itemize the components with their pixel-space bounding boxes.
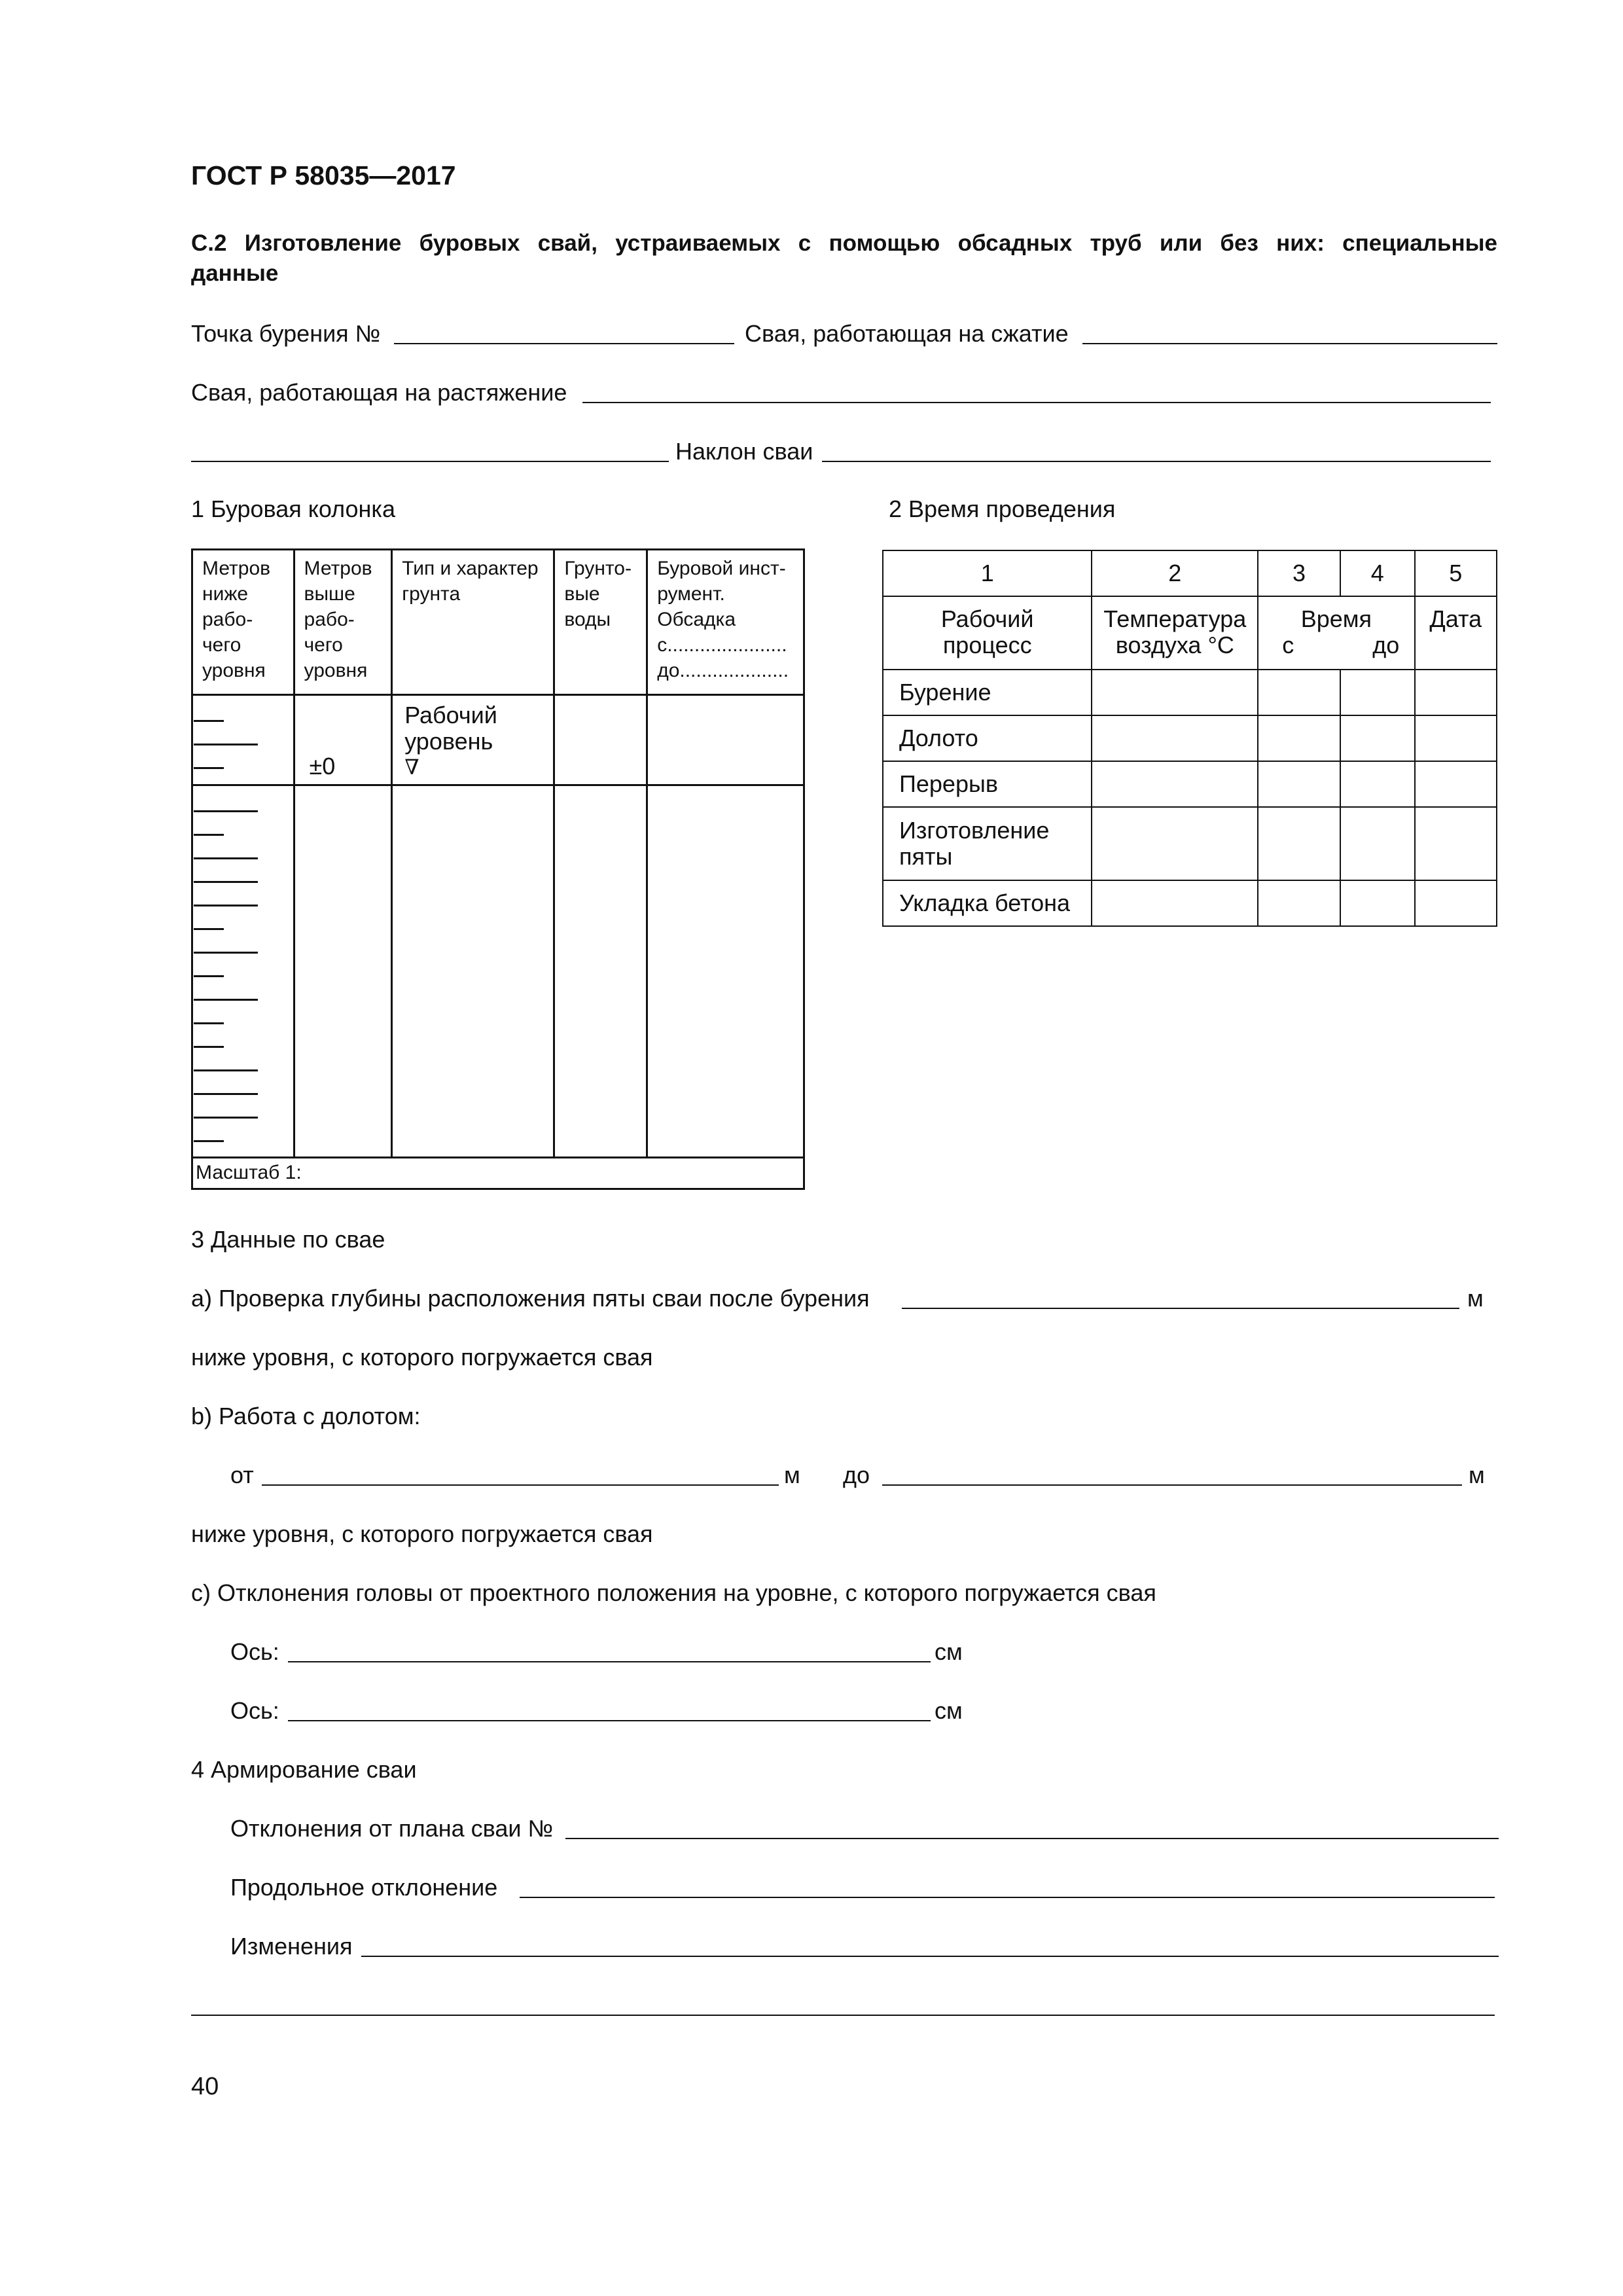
temp-cell[interactable] <box>1092 670 1258 715</box>
work-level-symbol: ∇ <box>404 755 419 780</box>
compression-pile-label: Свая, работающая на сжатие <box>745 320 1069 347</box>
depth-tick <box>194 1046 224 1048</box>
time-from-cell[interactable] <box>1258 761 1340 807</box>
process-row-label: Укладка бетона <box>883 880 1092 926</box>
axis-label: Ось: <box>230 1638 279 1665</box>
below-level-note: ниже уровня, с которого погружается свая <box>191 1344 653 1371</box>
plan-deviation-field[interactable] <box>565 1838 1499 1839</box>
longitudinal-deviation-field[interactable] <box>520 1897 1495 1898</box>
temp-cell[interactable] <box>1092 880 1258 926</box>
page-number: 40 <box>191 2073 219 2100</box>
below-level-scale-cell[interactable] <box>192 785 294 1158</box>
work-level-label: Рабочий уровень <box>404 702 497 755</box>
pile-inclination-label: Наклон сваи <box>675 438 813 465</box>
chisel-from-field[interactable] <box>262 1484 779 1486</box>
blank-field[interactable] <box>191 461 669 462</box>
changes-label: Изменения <box>230 1933 353 1960</box>
time-to-cell[interactable] <box>1340 761 1415 807</box>
header-meters-below: Метров ниже рабо-чего уровня <box>192 550 294 695</box>
time-subheads <box>1258 632 1414 658</box>
groundwater-cell[interactable] <box>554 695 647 785</box>
date-cell[interactable] <box>1415 880 1497 926</box>
chisel-work-label: b) Работа с долотом: <box>191 1403 421 1429</box>
header-meters-above: Метров выше рабо-чего уровня <box>294 550 392 695</box>
tension-pile-field[interactable] <box>582 402 1491 403</box>
col-number: 1 <box>883 550 1092 596</box>
col-number: 5 <box>1415 550 1497 596</box>
col-process-header: Рабочий процесс <box>883 596 1092 670</box>
time-from-cell[interactable] <box>1258 715 1340 761</box>
casing-from: с...................... <box>657 634 787 656</box>
temp-cell[interactable] <box>1092 807 1258 880</box>
depth-tick <box>194 952 258 954</box>
soil-type-cell[interactable] <box>392 695 554 785</box>
axis-2-field[interactable] <box>288 1720 931 1721</box>
depth-tick <box>194 834 224 836</box>
drilling-tool-cell[interactable] <box>647 695 804 785</box>
drilling-tool-label: Буровой инст-румент. Обсадка <box>657 558 786 630</box>
section3-title: 3 Данные по свае <box>191 1226 385 1253</box>
groundwater-scale-cell[interactable] <box>554 785 647 1158</box>
process-row-label: Долото <box>883 715 1092 761</box>
soil-type-scale-cell[interactable] <box>392 785 554 1158</box>
process-row-label: Перерыв <box>883 761 1092 807</box>
date-cell[interactable] <box>1415 670 1497 715</box>
unit-m: м <box>784 1462 800 1488</box>
drilling-column-table <box>191 548 805 1190</box>
depth-tick <box>194 810 258 812</box>
temp-cell[interactable] <box>1092 715 1258 761</box>
plan-deviation-label: Отклонения от плана сваи № <box>230 1815 554 1842</box>
time-table <box>882 550 1497 927</box>
below-level-cell[interactable] <box>192 695 294 785</box>
compression-pile-field[interactable] <box>1082 343 1497 344</box>
depth-tick <box>194 720 224 722</box>
depth-tick <box>194 767 224 769</box>
axis-1-field[interactable] <box>288 1661 931 1662</box>
depth-check-field[interactable] <box>902 1308 1459 1309</box>
chisel-to-field[interactable] <box>882 1484 1462 1486</box>
changes-field-line-2[interactable] <box>191 2015 1495 2016</box>
time-to-cell[interactable] <box>1340 880 1415 926</box>
time-to-cell[interactable] <box>1340 715 1415 761</box>
depth-tick <box>194 928 224 930</box>
process-row-label: Бурение <box>883 670 1092 715</box>
tension-pile-label: Свая, работающая на растяжение <box>191 379 567 406</box>
above-level-cell[interactable] <box>294 695 392 785</box>
col-number: 3 <box>1258 550 1340 596</box>
depth-tick <box>194 857 258 859</box>
col-number: 2 <box>1092 550 1258 596</box>
date-cell[interactable] <box>1415 807 1497 880</box>
depth-tick <box>194 744 258 745</box>
axis-label: Ось: <box>230 1697 279 1724</box>
doc-code: ГОСТ Р 58035—2017 <box>191 160 456 190</box>
unit-m: м <box>1467 1285 1484 1312</box>
time-from-cell[interactable] <box>1258 807 1340 880</box>
unit-m: м <box>1469 1462 1485 1488</box>
time-from-cell[interactable] <box>1258 880 1340 926</box>
zero-mark: ±0 <box>309 753 336 780</box>
time-to-cell[interactable] <box>1340 807 1415 880</box>
depth-tick <box>194 1117 258 1119</box>
depth-tick <box>194 1069 258 1071</box>
head-deviation-label: c) Отклонения головы от проектного положения на уровне, с которого погружается свая <box>191 1579 1156 1606</box>
section4-title: 4 Армирование сваи <box>191 1756 417 1783</box>
header-drilling-tool <box>647 550 804 695</box>
date-cell[interactable] <box>1415 761 1497 807</box>
time-to-cell[interactable] <box>1340 670 1415 715</box>
header-groundwater: Грунто-вые воды <box>554 550 647 695</box>
depth-tick <box>194 1093 258 1095</box>
unit-cm: см <box>935 1638 963 1665</box>
col-date-header: Дата <box>1415 596 1497 670</box>
process-row-label: Изготовление пяты <box>883 807 1092 880</box>
changes-field[interactable] <box>361 1956 1499 1957</box>
longitudinal-deviation-label: Продольное отклонение <box>230 1874 498 1901</box>
depth-tick <box>194 1140 224 1142</box>
time-from-cell[interactable] <box>1258 670 1340 715</box>
pile-inclination-field[interactable] <box>822 461 1491 462</box>
scale-cell: Масштаб 1: <box>192 1157 804 1189</box>
depth-tick <box>194 881 258 883</box>
depth-tick <box>194 999 258 1001</box>
from-label: от <box>230 1462 254 1488</box>
depth-tick <box>194 975 224 977</box>
drill-point-field[interactable] <box>394 343 734 344</box>
depth-tick <box>194 905 258 906</box>
time-label: Время <box>1300 605 1372 632</box>
casing-to: до.................... <box>657 660 789 681</box>
col-temp-header: Температура воздуха °С <box>1092 596 1258 670</box>
depth-check-label: a) Проверка глубины расположения пяты сваи после бурения <box>191 1285 870 1312</box>
to-label: до <box>843 1462 870 1488</box>
col-time-header <box>1258 596 1414 670</box>
col-number: 4 <box>1340 550 1415 596</box>
time-from-label: с <box>1282 632 1294 658</box>
unit-cm: см <box>935 1697 963 1724</box>
section-title: C.2 Изготовление буровых свай, устраиваемых с помощью обсадных труб или без них: специальные <box>191 230 1497 256</box>
below-level-note: ниже уровня, с которого погружается свая <box>191 1520 653 1547</box>
drilling-tool-scale-cell[interactable] <box>647 785 804 1158</box>
temp-cell[interactable] <box>1092 761 1258 807</box>
drill-point-label: Точка бурения № <box>191 320 381 347</box>
time-to-label: до <box>1372 632 1400 658</box>
depth-tick <box>194 1022 224 1024</box>
date-cell[interactable] <box>1415 715 1497 761</box>
above-level-scale-cell[interactable] <box>294 785 392 1158</box>
section2-title: 2 Время проведения <box>889 495 1116 522</box>
header-soil-type: Тип и характер грунта <box>392 550 554 695</box>
section-title-cont: данные <box>191 260 279 286</box>
section1-title: 1 Буровая колонка <box>191 495 395 522</box>
